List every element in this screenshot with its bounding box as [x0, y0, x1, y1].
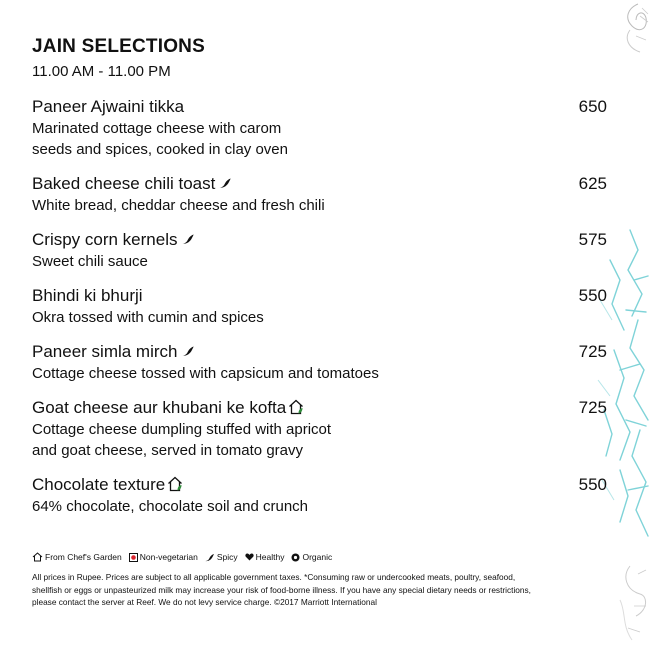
spicy-icon: [219, 177, 232, 189]
menu-item-description: White bread, cheddar cheese and fresh chili: [32, 197, 325, 214]
chefs-garden-icon: [288, 399, 305, 415]
legend-non-veg: [129, 552, 198, 562]
menu-item-description: Cottage cheese dumpling stuffed with apricot: [32, 421, 332, 438]
menu-item-price: 625: [578, 174, 607, 193]
spicy-icon: [205, 553, 215, 562]
legend-chefs-garden-label: From Chef's Garden: [45, 552, 122, 562]
menu-item-name-text: Paneer Ajwaini tikka: [32, 97, 185, 116]
section-hours: 11.00 AM - 11.00 PM: [32, 63, 171, 80]
menu-item-name: [32, 341, 195, 363]
menu-item: [32, 96, 607, 160]
menu-item-header: [32, 285, 607, 307]
organic-icon: [291, 553, 300, 562]
legend-organic-label: Organic: [302, 552, 333, 562]
menu-item-price: 650: [578, 97, 607, 116]
menu-item-description: and goat cheese, served in tomato gravy: [32, 442, 303, 459]
menu-item-header: [32, 341, 607, 363]
menu-items-list: [32, 96, 607, 517]
menu-item-header: [32, 474, 607, 496]
menu-item-header: [32, 229, 607, 251]
menu-item: [32, 341, 607, 384]
menu-item-price: 550: [578, 475, 607, 494]
menu-item-header: [32, 96, 607, 118]
menu-item: [32, 285, 607, 328]
menu-item-name-text: Chocolate texture: [32, 475, 166, 494]
menu-item-description: seeds and spices, cooked in clay oven: [32, 141, 288, 158]
chefs-garden-icon: [167, 476, 184, 492]
legend-healthy: [245, 552, 285, 562]
heart-icon: [245, 553, 254, 561]
menu-item-name: [32, 173, 232, 195]
menu-item-name-text: Baked cheese chili toast: [32, 174, 216, 193]
chefs-garden-icon: [32, 552, 43, 562]
spicy-icon: [182, 233, 195, 245]
spicy-icon: [182, 345, 195, 357]
menu-item-description: Okra tossed with cumin and spices: [32, 309, 264, 326]
legend-spicy: [205, 552, 238, 562]
menu-item-name: [32, 96, 184, 118]
menu-item-name-text: Goat cheese aur khubani ke kofta: [32, 398, 287, 417]
menu-item-name: [32, 474, 184, 496]
menu-item-name-text: Crispy corn kernels: [32, 230, 178, 249]
non-veg-icon: [129, 553, 138, 562]
menu-item: [32, 229, 607, 272]
menu-item: [32, 173, 607, 216]
menu-item-name: [32, 229, 195, 251]
decorative-sketch-bottom: [600, 560, 650, 646]
legend-organic: [291, 552, 332, 562]
legend-chefs-garden: [32, 552, 122, 562]
legend: [32, 552, 332, 562]
section-title: JAIN SELECTIONS: [32, 36, 205, 57]
menu-item-price: 575: [578, 230, 607, 249]
menu-item-price: 725: [578, 342, 607, 361]
disclaimer-line-3: please contact the server at Reef. We do not levy service charge. ©2017 Marriott International: [32, 597, 377, 607]
menu-item-name-text: Paneer simla mirch: [32, 342, 178, 361]
menu-item-description: Sweet chili sauce: [32, 253, 148, 270]
menu-item-description: Marinated cottage cheese with carom: [32, 120, 282, 137]
disclaimer-line-2: shellfish or eggs or unpasteurized milk may increase your risk of food-borne illness. If you have any special dietary needs or restrictions,: [32, 584, 531, 595]
menu-section: [32, 36, 607, 530]
legend-healthy-label: Healthy: [255, 552, 285, 562]
menu-item-name: [32, 397, 305, 419]
menu-item-header: [32, 173, 607, 195]
disclaimer: [32, 571, 577, 609]
menu-item-price: 550: [578, 286, 607, 305]
menu-item: [32, 397, 607, 461]
legend-spicy-label: Spicy: [216, 552, 238, 562]
menu-item-description: 64% chocolate, chocolate soil and crunch: [32, 498, 309, 515]
menu-item-description: Cottage cheese tossed with capsicum and tomatoes: [32, 365, 379, 382]
legend-non-veg-label: Non-vegetarian: [139, 552, 198, 562]
menu-item-name: [32, 285, 143, 307]
menu-item: [32, 474, 607, 517]
menu-item-name-text: Bhindi ki bhurji: [32, 286, 143, 305]
menu-item-header: [32, 397, 607, 419]
disclaimer-line-1: All prices in Rupee. Prices are subject to all applicable government taxes. *Consuming raw or undercooked meats, poultry, seafood,: [32, 572, 516, 582]
menu-item-price: 725: [578, 398, 607, 417]
decorative-sketch-top: [610, 0, 650, 60]
